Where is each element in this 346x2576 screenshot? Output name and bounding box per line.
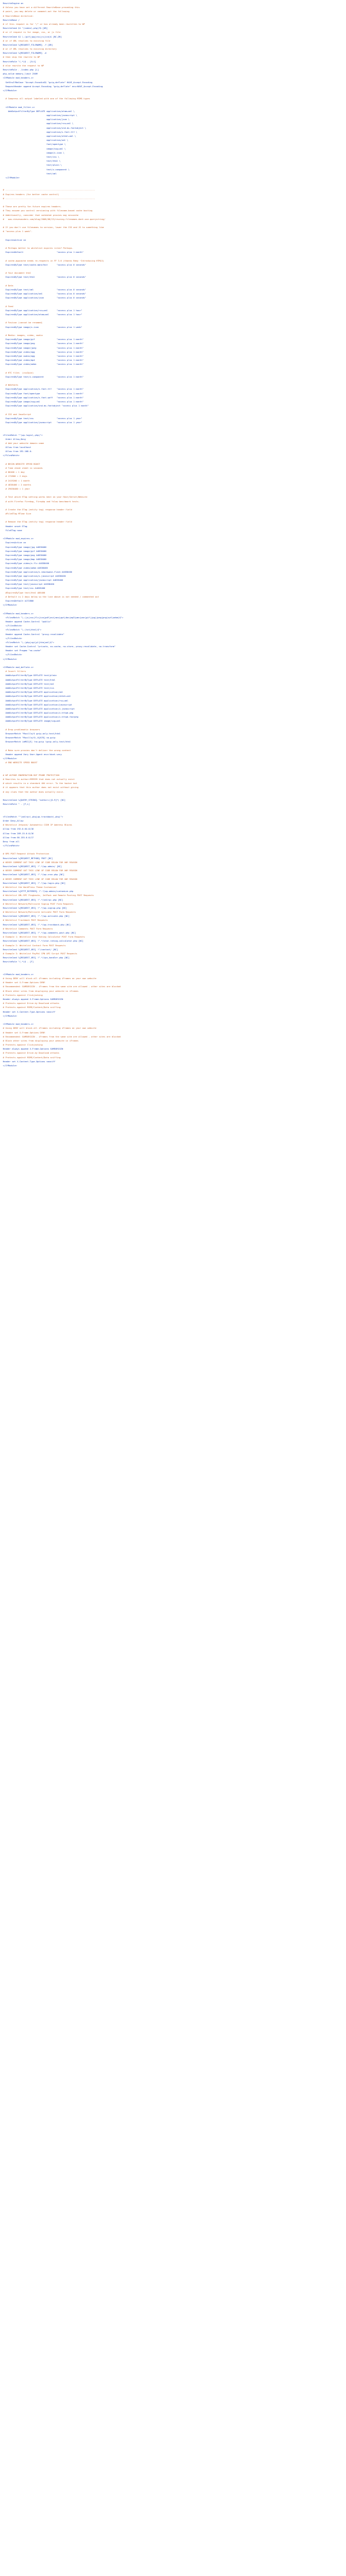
comment-line: # cache.appcache needs re-requests in FF 3.6 (thanks Remy ~Introducing HTML5) xyxy=(3,259,104,262)
code-line: ExpiresByType application/javascript A4838400 xyxy=(3,579,63,582)
blank-line xyxy=(3,504,346,508)
comment-line: # Whitelist Network/Multisite Signup POST Form Requests xyxy=(3,902,74,905)
blank-line xyxy=(3,491,346,495)
blank-line xyxy=(3,180,346,184)
code-line: ExpiresByType audio/ogg "access plus 1 month" xyxy=(3,354,84,357)
comment-line: # NEVER COMMENT OUT THIS LINE OF CODE BELOW FOR ANY REASON xyxy=(3,869,77,872)
code-line: AddOutputFilterByType DEFLATE application/x-httpd-php xyxy=(3,712,74,715)
code-line: BrowserMatch ^Mozilla/4\.0[678] no-gzip xyxy=(3,737,56,740)
comment-line: # Protects against MIME/Content/Data sniffing xyxy=(3,1006,61,1009)
code-line: ExpiresActive on xyxy=(3,542,26,544)
code-line: RewriteCond %{QUERY_STRING} ^author=([0-9]*) [NC] xyxy=(3,799,66,801)
code-line: ExpiresByType text/x-component "access plus 1 month" xyxy=(3,375,84,378)
code-line: ExpiresByType text/javascript A4838400 xyxy=(3,583,54,586)
comment-line: # Add your website domain name xyxy=(3,442,44,445)
code-line: AddOutputFilterByType DEFLATE application/xml xyxy=(3,691,63,694)
comment-line: # Test which ETag setting works best on your Host/Server/Website xyxy=(3,496,88,499)
comment-line: # Protects against Clickjacking xyxy=(3,994,43,996)
blank-line xyxy=(3,234,346,238)
blank-line xyxy=(3,516,346,520)
code-line: AddOutputFilterByType DEFLATE application/javascript xyxy=(3,703,72,706)
blank-line xyxy=(3,458,346,462)
comment-line: # Header set X-Frame-Options DENY xyxy=(3,981,46,984)
code-line: ExpiresByType text/css A4838400 xyxy=(3,587,46,590)
comment-line: # or if URL resolves to existing file xyxy=(3,39,51,42)
code-line: Header append Cache-Control "public" xyxy=(3,620,52,623)
code-line: Header always append X-Frame-Options SAMEORIGIN xyxy=(3,998,63,1000)
code-line: ExpiresByType image/png "access plus 1 month" xyxy=(3,342,84,345)
code-line: Header unset ETag xyxy=(3,525,28,528)
blank-line xyxy=(3,533,346,537)
comment-line: # point, you may delete or comment-out the following xyxy=(3,10,70,13)
code-line: php_value memory_limit 256M xyxy=(3,73,37,76)
code-line: BrowserMatch \bMSI[E] !no-gzip !gzip-only-text/html xyxy=(3,741,71,744)
code-line: ExpiresByType video/ogg "access plus 1 month" xyxy=(3,350,84,353)
code-line: application/xml \ xyxy=(3,139,69,142)
code-line: ExpiresByType video/mp4 "access plus 1 month" xyxy=(3,359,84,362)
comment-line: # Recommended: SAMEORIGIN - iFrames from the same site are allowed - other sites are blocked xyxy=(3,985,121,988)
comment-line: # 2419200 = 1 month xyxy=(3,479,30,482)
blank-line xyxy=(3,662,346,666)
comment-line: # Header set X-Frame-Options DENY xyxy=(3,1031,46,1034)
code-line: <IfModule mod_headers.c> xyxy=(3,612,34,615)
comment-line: # Perhaps better to whitelist expires rules? Perhaps. xyxy=(3,247,74,250)
comment-line: # Using DENY will block all iFrames including iFrames on your own website xyxy=(3,1027,97,1030)
code-line: AddOutputFilterByType DEFLATE text/plain xyxy=(3,674,57,677)
comment-line: # Whitelist XML-RPC Pingbacks, JetPack and Remote Posting POST Requests xyxy=(3,894,94,897)
comment-line: # Create the ETag (entity tag) response header field xyxy=(3,508,72,511)
comment-line: # 172800 = 2 days xyxy=(3,475,28,478)
blank-line xyxy=(3,201,346,205)
comment-line: # BEGIN WEBSITE SPEED BOOST xyxy=(3,462,40,465)
blank-line xyxy=(3,379,346,383)
code-line: </FilesMatch> xyxy=(3,637,22,640)
comment-line: # Your document html xyxy=(3,272,31,275)
comment-line: # Additionally, consider that outdated proxies may miscache xyxy=(3,214,78,216)
comment-line: # If you don't use filenames to version, lower the CSS and JS to something like xyxy=(3,226,104,229)
code-line: <IfModule mod_headers.c> xyxy=(3,973,34,976)
code-line: ExpiresByType image/jpg A4838400 xyxy=(3,546,47,548)
code-line: ExpiresByType text/html "access plus 0 seconds" xyxy=(3,276,86,279)
code-line: <FilesMatch "\.(txt|html)$"> xyxy=(3,629,42,632)
code-line: AddOutputFilterByType DEFLATE text/css xyxy=(3,686,54,689)
blank-line xyxy=(3,766,346,770)
code-line: </IfModule> xyxy=(3,757,17,760)
comment-line: # BPS POST Request Attack Protection xyxy=(3,853,49,856)
code-line: RewriteCond %{REQUEST_FILENAME} -f [OR] xyxy=(3,43,53,46)
blank-line xyxy=(3,317,346,321)
blank-line xyxy=(3,222,346,226)
blank-line xyxy=(3,724,346,728)
blank-line xyxy=(3,770,346,774)
comment-line: # Protects against Drive-by Download attacks xyxy=(3,1002,59,1005)
code-line: ExpiresByType application/x-font-woff "access plus 1 month" xyxy=(3,396,84,399)
blank-line xyxy=(3,848,346,852)
blank-line xyxy=(3,965,346,969)
code-line: RewriteCond %{REQUEST_URI} !^.*/ipn_handler.php [NC] xyxy=(3,957,70,960)
code-line: <IfModule mod_headers.c> xyxy=(3,1023,34,1026)
comment-line: #FileETag MTime Size xyxy=(3,513,31,516)
code-line: RewriteCond %{REQUEST_URI} !^.*/wp-activate.php [NC] xyxy=(3,915,70,918)
code-line: RewriteCond %{REQUEST_URI} !^.*/wp-trackback.php [NC] xyxy=(3,923,71,926)
comment-line: # RewriteBase directive: xyxy=(3,14,34,17)
comment-line: # 29030400 = 1 year xyxy=(3,487,30,490)
comment-line: # 86400 = 1 day xyxy=(3,471,25,474)
code-line: ExpiresByType image/jpeg "access plus 1 month" xyxy=(3,346,84,349)
code-line: ExpiresByType image/gif A4838400 xyxy=(3,550,47,552)
code-line: Header append Cache-Control "proxy-revalidate" xyxy=(3,633,65,636)
code-line: text/plain \ xyxy=(3,164,62,167)
comment-line: # ---------------------------------------------------------------------- xyxy=(3,197,95,200)
code-line: Allow from 192.168.0. xyxy=(3,450,33,453)
comment-line: # Whitelist Trackback POST Requests xyxy=(3,919,48,922)
blank-line xyxy=(3,330,346,334)
code-line: Allow from 192.0.64.0/18 xyxy=(3,828,34,831)
code-line: text/xml xyxy=(3,172,57,175)
comment-line: # Remove the ETag (entity tag) response header field xyxy=(3,521,72,524)
blank-line xyxy=(3,102,346,106)
code-line: Header set X-Content-Type-Options nosniff xyxy=(3,1060,56,1063)
code-line: image/x-icon \ xyxy=(3,151,65,154)
code-line: RewriteCond $1 ^(index\.php)?$ [OR] xyxy=(3,27,48,30)
code-line: AddOutputFilterByType DEFLATE application/xhtml+xml xyxy=(3,695,71,698)
comment-line: # Block other sites from displaying your website in iFrames xyxy=(3,1039,78,1042)
code-line: </IfModule> xyxy=(3,1065,17,1067)
code-line: RewriteEngine on xyxy=(3,2,24,5)
code-line: font/opentype \ xyxy=(3,143,66,146)
comment-line: # Protects against Clickjacking xyxy=(3,1044,43,1047)
code-line: Header append Vary User-Agent env=!dont-vary xyxy=(3,753,62,756)
code-line: RewriteCond %{REQUEST_URI} !^/contact/ [NC] xyxy=(3,948,58,951)
blank-line xyxy=(3,93,346,97)
comment-line: # Default is 2 days below so the line above is not needed / commented out xyxy=(3,595,99,598)
code-line: BrowserMatch ^Mozilla/4 gzip-only-text/html xyxy=(3,733,61,735)
blank-line xyxy=(3,242,346,247)
code-line: ExpiresByType application/xml "access plus 0 seconds" xyxy=(3,293,86,296)
code-line: <FilesMatch "^(xmlrpc\.php|wp-trackback\.php)"> xyxy=(3,815,63,818)
code-line: </FilesMatch> xyxy=(3,454,20,457)
comment-line: # CSS and JavaScript xyxy=(3,413,31,416)
code-line: </IfModule> xyxy=(3,1014,17,1017)
comment-line: # Whitelist the WordPress Theme Customizer xyxy=(3,886,57,888)
blank-line xyxy=(3,425,346,429)
code-line: Deny from all xyxy=(3,840,20,843)
comment-line: # Data xyxy=(3,284,13,287)
code-line: Allow from 66.155.0.0/17 xyxy=(3,836,34,839)
comment-line: #ExpiresByType text/html A86400 xyxy=(3,591,46,594)
comment-line: # which results in a standard 404 error. To the hacker bot xyxy=(3,782,77,785)
code-line: ExpiresDefault A172800 xyxy=(3,600,34,602)
comment-line: # Feed xyxy=(3,305,13,308)
code-line: <FilesMatch "^(wp-login\.php)"> xyxy=(3,434,43,436)
blank-line xyxy=(3,811,346,815)
code-line: RewriteCond %{REQUEST_URI} !^.*/xmlrpc.php [NC] xyxy=(3,898,63,901)
blank-line xyxy=(3,184,346,188)
blank-line xyxy=(3,807,346,811)
code-line: RewriteCond %{REQUEST_URI} !^.*/wp-signup.php [NC] xyxy=(3,906,67,909)
code-line: </FilesMatch> xyxy=(3,654,22,656)
code-line: AddOutputFilterByType DEFLATE text/xml xyxy=(3,682,54,685)
code-line: RewriteCond $1 \.(gif|jpg|css|js|ico)$ [NC,OR] xyxy=(3,35,62,38)
code-line: Header set Pragma "no-cache" xyxy=(3,649,42,652)
code-line: ExpiresByType application/x-shockwave-flash A4838400 xyxy=(3,570,72,573)
code-line: Order Allow,Deny xyxy=(3,438,26,440)
comment-line: # 4838400 = 2 months xyxy=(3,483,31,486)
blank-line xyxy=(3,745,346,749)
comment-line: # Whitelist Network/Multisite Activate POST Form Requests xyxy=(3,911,76,914)
code-line: ExpiresActive on xyxy=(3,238,26,241)
blank-line xyxy=(3,280,346,284)
code-line: </FilesMatch> xyxy=(3,845,20,848)
comment-line: # "access plus 1 week". xyxy=(3,230,33,233)
comment-line: # with Firefox Firebug, Firephp and Yslow benchmark tests. xyxy=(3,500,80,503)
comment-line: # Whitelist Comments POST Form Requests xyxy=(3,927,53,930)
code-line: SetEnvIfNoCase ^Accept-EncodinG$ "gzip,deflate" HAVE_Accept-Encoding xyxy=(3,81,93,84)
code-line: RewriteCond %{REQUEST_FILENAME} -d xyxy=(3,52,47,55)
code-line: ExpiresByType application/rss+xml "access plus 1 hour" xyxy=(3,309,82,312)
code-line: ExpiresByType font/opentype "access plus 1 month" xyxy=(3,392,84,395)
code-line: ExpiresByType image/svg+xml "access plus 1 month" xyxy=(3,401,84,403)
code-line: </IfModule> xyxy=(3,176,20,179)
comment-line: # WP AUTHOR ENUMERATION BOT PROBE PROTECTION xyxy=(3,774,59,776)
blank-line xyxy=(3,301,346,305)
code-line: </IfModule> xyxy=(3,658,17,660)
code-line: AddOutputFilterByType DEFLATE text/html xyxy=(3,678,56,681)
comment-line: # Recommended: SAMEORIGIN - iFrames from the same site are allowed - other sites are blocked xyxy=(3,1035,121,1038)
code-line: application/vnd.ms-fontobject \ xyxy=(3,126,86,129)
comment-line: # They assume you control versioning with filename-based cache busting xyxy=(3,210,93,212)
code-line: ExpiresByType video/webm "access plus 1 month" xyxy=(3,363,84,366)
comment-line: # Example 1: Whitelist Star Rating Calculator POST Form Requests xyxy=(3,936,85,939)
blank-line xyxy=(3,255,346,259)
code-line: application/xhtml+xml \ xyxy=(3,135,76,137)
code-line: text/html \ xyxy=(3,160,61,163)
comment-line: # NEVER COMMENT OUT THIS LINE OF CODE BELOW FOR ANY REASON xyxy=(3,861,77,864)
comment-line: # Protects against MIME/Content/Data sniffing xyxy=(3,1056,61,1059)
comment-line: # END WEBSITE SPEED BOOST xyxy=(3,761,37,764)
comment-line: # NEVER COMMENT OUT THIS LINE OF CODE BELOW FOR ANY REASON xyxy=(3,878,77,880)
blank-line xyxy=(3,408,346,412)
code-line: image/svg+xml \ xyxy=(3,147,66,150)
blank-line xyxy=(3,429,346,433)
comment-line: # Unless you have set a different RewriteBase preceding this xyxy=(3,6,80,9)
blank-line xyxy=(3,969,346,973)
comment-line: # then skip the rewrite to WP xyxy=(3,56,40,59)
code-line: ExpiresByType image/png A4838400 xyxy=(3,554,47,557)
code-line: AddOutputFilterByType DEFLATE application/rss+xml xyxy=(3,699,69,702)
code-line: text/x-component \ xyxy=(3,168,70,171)
code-line: ExpiresByType video/webm A4838400 xyxy=(3,566,48,569)
code-line: ExpiresByType image/bmp A4838400 xyxy=(3,558,47,561)
comment-line: # Media: images, video, audio xyxy=(3,334,43,337)
code-line: ExpiresByType application/atom+xml "access plus 1 hour" xyxy=(3,313,82,316)
comment-line: # Protects against Drive-by Download attacks xyxy=(3,1052,59,1055)
code-line: ExpiresByType text/css "access plus 1 year" xyxy=(3,417,82,420)
code-line: Header always append X-Frame-Options SAMEORIGIN xyxy=(3,1048,63,1051)
comment-line: # or if URL resolves to existing directory xyxy=(3,48,57,51)
blank-line xyxy=(3,1018,346,1022)
comment-line: # www.stevesouders.com/blog/2008/08/23/revving-filenames-dont-use-querystring/ xyxy=(3,218,106,221)
code-line: RequestHeader append Accept-Encoding "gzip,deflate" env=HAVE_Accept-Encoding xyxy=(3,85,103,88)
comment-line: # These are pretty far-future expires headers. xyxy=(3,206,62,208)
comment-line: # Block other sites from displaying your website in iFrames xyxy=(3,990,78,992)
comment-line: # Expires headers (for better cache control) xyxy=(3,193,59,196)
code-line: ExpiresByType application/x-font-ttf "access plus 1 month" xyxy=(3,388,84,391)
code-line: RewriteCond %{HTTP_REFERER} !^.*/wp-admin/customize.php xyxy=(3,890,74,893)
code-line: application/rss+xml \ xyxy=(3,122,74,125)
code-line: <IfModule mod_deflate.c> xyxy=(3,666,34,669)
comment-line: # Example 3: Whitelist PayPal IPN API Script POST Requests xyxy=(3,952,77,955)
code-line: <IfModule mod_expires.c> xyxy=(3,537,34,540)
code-line: ExpiresByType application/json "access plus 0 seconds" xyxy=(3,297,86,300)
code-line: RewriteCond %{REQUEST_URI} !^.*/wp-admin/ [NC] xyxy=(3,865,62,868)
comment-line: # Compress all output labeled with one of the following MIME-types xyxy=(3,98,90,100)
blank-line xyxy=(3,367,346,371)
code-line: <IfModule mod_headers.c> xyxy=(3,77,34,80)
code-line: text/css \ xyxy=(3,155,59,158)
code-line: application/x-font-ttf \ xyxy=(3,130,77,133)
comment-line: # or if request is for image, css, or js file xyxy=(3,31,61,34)
code-line: ExpiresByType image/x-icon "access plus 1 week" xyxy=(3,326,82,328)
code-line: Allow from localhost xyxy=(3,446,31,449)
comment-line: # Whitelist Jetpack/ Automattic CIDR IP Address Blocks xyxy=(3,824,72,827)
comment-line: # ---------------------------------------------------------------------- xyxy=(3,189,95,192)
comment-line: # Insert filters xyxy=(3,670,26,673)
code-line: ExpiresByType video/x-flv A4838400 xyxy=(3,562,49,565)
code-line: RewriteCond %{REQUEST_URI} !^.*/wp-cron.php [NC] xyxy=(3,873,65,876)
code-line: AddOutputFilterByType DEFLATE image/svg+xml xyxy=(3,720,61,723)
comment-line: # Webfonts xyxy=(3,384,18,387)
code-line: ExpiresDefault "access plus 1 month" xyxy=(3,251,84,254)
code-line: RewriteCond %{REQUEST_URI} !^.*/wp-login.php [NC] xyxy=(3,882,66,884)
comment-line: # Time cheat sheet in seconds xyxy=(3,467,43,469)
code-line: RewriteRule . /index.php [L] xyxy=(3,69,39,71)
comment-line: # Using DENY will block all iFrames including iFrames on your own website xyxy=(3,977,97,980)
code-line: Header set X-Content-Type-Options nosniff xyxy=(3,1010,56,1013)
code-line: Header set Cache-Control "private, no-cache, no-store, proxy-revalidate, no-transform" xyxy=(3,645,116,648)
code-line: <FilesMatch "\.(php|cgi|pl|htm|xml)$"> xyxy=(3,641,54,644)
comment-line: # HTC files (css3pie) xyxy=(3,371,34,374)
code-line: ExpiresByType application/x-javascript A4838400 xyxy=(3,574,66,577)
comment-line: # it appears that this author does not exist without giving xyxy=(3,786,78,789)
code-line: RewriteRule ^(.*)$ - [S=1] xyxy=(3,60,36,63)
blank-line xyxy=(3,607,346,611)
code-line: application/json \ xyxy=(3,118,70,121)
code-line: ExpiresByType application/javascript "access plus 1 year" xyxy=(3,421,82,424)
blank-line xyxy=(3,794,346,798)
comment-line: # Make sure proxies don't deliver the wrong content xyxy=(3,749,71,752)
blank-line xyxy=(3,267,346,271)
code-line: AddOutputFilterByType DEFLATE application/x-httpd-fastphp xyxy=(3,716,78,719)
comment-line: # any clues that the author does actually exist. xyxy=(3,790,65,793)
code-line: RewriteBase / xyxy=(3,18,20,21)
comment-line: # else rewrite the request to WP xyxy=(3,64,44,67)
code-line: Order Deny,Allow xyxy=(3,819,24,822)
comment-line: # if this request is for "/" or has already been rewritten to WP xyxy=(3,23,85,25)
comment-line: # Favicon (cannot be renamed) xyxy=(3,322,43,324)
code-line: Allow from 209.15.0.0/16 xyxy=(3,832,34,835)
code-line: RewriteCond %{REQUEST_METHOD} POST [NC] xyxy=(3,857,53,860)
code-line: RewriteCond %{REQUEST_URI} !^.*/wp-comments-post.php [NC] xyxy=(3,932,76,934)
code-line: ExpiresByType application/vnd.ms-fontobject "access plus 1 month" xyxy=(3,405,89,408)
code-line: </IfModule> xyxy=(3,604,17,607)
code-line: AddOutputFilterByType DEFLATE application/atom+xml \ xyxy=(3,110,75,113)
code-line: RewriteRule ^(.*)$ - [F] xyxy=(3,961,34,964)
code-line: RewriteCond %{REQUEST_URI} !^.*/star-rating-calculator.php [NC] xyxy=(3,940,84,943)
comment-line: # Drop problematic browsers xyxy=(3,728,40,731)
code-line: <FilesMatch "\.(js|css|flv|ico|pdf|avi|mov|ppt|doc|mp3|wmv|wav|gif|jpg|jpeg|png|swf|webm)$"> xyxy=(3,616,123,619)
code-line: <IfModule mod_filter.c> xyxy=(3,106,35,109)
code-line: AddOutputFilterByType DEFLATE application/x-javascript xyxy=(3,707,75,710)
code-line: application/javascript \ xyxy=(3,114,77,117)
code-line: ExpiresByType text/xml "access plus 0 seconds" xyxy=(3,288,86,291)
code-line: ExpiresByType text/cache-manifest "access plus 0 seconds" xyxy=(3,263,86,266)
comment-line: # Example 2: Whitelist Contact Form POST Requests xyxy=(3,944,66,947)
code-line: RewriteRule ^ - [F,L] xyxy=(3,803,30,806)
code-line: ExpiresByType image/gif "access plus 1 month" xyxy=(3,338,84,341)
code-line: FileETag none xyxy=(3,529,22,532)
code-line: </IfModule> xyxy=(3,89,17,92)
comment-line: # Rewrites to author=999999 that does not actually exist xyxy=(3,778,75,781)
code-line: </FilesMatch> xyxy=(3,625,22,628)
